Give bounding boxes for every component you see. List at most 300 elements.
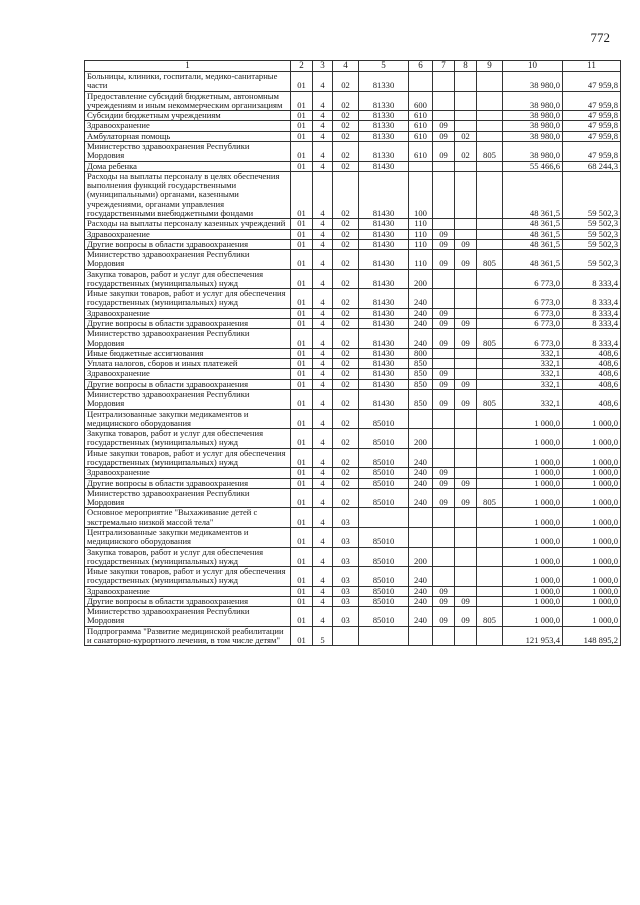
row-value-cell: 8 333,4 — [563, 308, 621, 318]
row-value-cell: 38 980,0 — [503, 72, 563, 92]
row-value-cell: 240 — [409, 448, 433, 468]
row-value-cell: 1 000,0 — [563, 429, 621, 449]
row-value-cell: 240 — [409, 308, 433, 318]
row-value-cell: 850 — [409, 359, 433, 369]
header-cell: 1 — [85, 61, 291, 72]
row-value-cell: 02 — [333, 369, 359, 379]
row-value-cell — [433, 269, 455, 289]
row-value-cell: 02 — [455, 141, 477, 161]
row-value-cell — [433, 429, 455, 449]
row-value-cell: 332,1 — [503, 348, 563, 358]
row-name-cell: Субсидии бюджетным учреждениям — [85, 111, 291, 121]
row-value-cell — [455, 586, 477, 596]
row-value-cell: 02 — [333, 91, 359, 111]
row-value-cell: 09 — [455, 478, 477, 488]
row-value-cell: 4 — [313, 508, 333, 528]
row-value-cell: 81430 — [359, 289, 409, 309]
row-value-cell: 81330 — [359, 72, 409, 92]
row-value-cell: 01 — [291, 219, 313, 229]
row-value-cell: 01 — [291, 607, 313, 627]
row-value-cell: 85010 — [359, 478, 409, 488]
row-value-cell: 38 980,0 — [503, 131, 563, 141]
row-value-cell: 09 — [433, 369, 455, 379]
row-value-cell: 01 — [291, 329, 313, 349]
row-value-cell — [455, 369, 477, 379]
row-value-cell: 4 — [313, 448, 333, 468]
row-value-cell: 01 — [291, 289, 313, 309]
row-value-cell: 1 000,0 — [563, 409, 621, 429]
row-value-cell: 01 — [291, 229, 313, 239]
row-value-cell: 01 — [291, 596, 313, 606]
row-value-cell: 805 — [477, 390, 503, 410]
row-value-cell: 09 — [433, 379, 455, 389]
row-value-cell: 48 361,5 — [503, 219, 563, 229]
table-row — [85, 121, 621, 131]
row-name-cell: Министерство здравоохранения Республики Мордовия — [85, 141, 291, 161]
row-value-cell: 1 000,0 — [503, 448, 563, 468]
row-value-cell: 408,6 — [563, 379, 621, 389]
row-value-cell: 01 — [291, 239, 313, 249]
row-value-cell: 09 — [433, 390, 455, 410]
row-value-cell — [433, 289, 455, 309]
table-row — [85, 161, 621, 171]
row-value-cell: 1 000,0 — [563, 596, 621, 606]
row-value-cell: 85010 — [359, 468, 409, 478]
row-value-cell: 01 — [291, 308, 313, 318]
row-value-cell: 332,1 — [503, 390, 563, 410]
row-value-cell — [477, 171, 503, 218]
row-value-cell: 240 — [409, 289, 433, 309]
header-cell: 5 — [359, 61, 409, 72]
row-value-cell — [433, 527, 455, 547]
row-value-cell — [333, 626, 359, 646]
row-value-cell: 4 — [313, 586, 333, 596]
row-value-cell: 01 — [291, 527, 313, 547]
row-value-cell: 4 — [313, 348, 333, 358]
row-value-cell: 81430 — [359, 379, 409, 389]
row-value-cell: 02 — [333, 289, 359, 309]
row-value-cell: 01 — [291, 91, 313, 111]
row-value-cell: 1 000,0 — [503, 409, 563, 429]
table-row — [85, 448, 621, 468]
row-value-cell — [409, 626, 433, 646]
row-value-cell: 09 — [433, 121, 455, 131]
row-name-cell: Предоставление субсидий бюджетным, автономным учреждениям и иным некоммерческим организациям — [85, 91, 291, 111]
row-value-cell: 4 — [313, 289, 333, 309]
row-value-cell — [455, 508, 477, 528]
row-value-cell: 240 — [409, 468, 433, 478]
table-row — [85, 527, 621, 547]
row-value-cell: 59 502,3 — [563, 171, 621, 218]
row-value-cell — [477, 527, 503, 547]
row-value-cell: 8 333,4 — [563, 269, 621, 289]
row-value-cell: 81430 — [359, 348, 409, 358]
row-name-cell: Расходы на выплаты персоналу казенных учреждений — [85, 219, 291, 229]
row-value-cell — [477, 121, 503, 131]
row-value-cell: 03 — [333, 607, 359, 627]
row-value-cell: 02 — [455, 131, 477, 141]
row-value-cell: 85010 — [359, 586, 409, 596]
row-value-cell: 09 — [433, 131, 455, 141]
row-value-cell: 4 — [313, 547, 333, 567]
row-value-cell: 09 — [433, 478, 455, 488]
row-value-cell: 01 — [291, 478, 313, 488]
row-value-cell: 59 502,3 — [563, 219, 621, 229]
table-row — [85, 488, 621, 508]
row-value-cell: 610 — [409, 141, 433, 161]
row-value-cell: 02 — [333, 329, 359, 349]
row-value-cell: 4 — [313, 390, 333, 410]
row-value-cell: 8 333,4 — [563, 289, 621, 309]
row-value-cell — [477, 508, 503, 528]
row-name-cell: Амбулаторная помощь — [85, 131, 291, 141]
row-value-cell: 4 — [313, 369, 333, 379]
table-body — [85, 72, 621, 646]
row-value-cell: 85010 — [359, 488, 409, 508]
row-value-cell: 81330 — [359, 111, 409, 121]
row-value-cell: 805 — [477, 250, 503, 270]
row-value-cell: 01 — [291, 171, 313, 218]
row-value-cell: 81430 — [359, 308, 409, 318]
row-value-cell: 408,6 — [563, 369, 621, 379]
row-value-cell: 110 — [409, 219, 433, 229]
row-value-cell: 1 000,0 — [503, 607, 563, 627]
row-value-cell — [477, 547, 503, 567]
row-value-cell — [455, 91, 477, 111]
row-name-cell: Министерство здравоохранения Республики Мордовия — [85, 607, 291, 627]
row-name-cell: Закупка товаров, работ и услуг для обеспечения государственных (муниципальных) нужд — [85, 547, 291, 567]
row-value-cell: 03 — [333, 508, 359, 528]
row-value-cell: 4 — [313, 72, 333, 92]
row-value-cell: 38 980,0 — [503, 121, 563, 131]
table-row — [85, 607, 621, 627]
row-value-cell: 03 — [333, 527, 359, 547]
row-value-cell: 85010 — [359, 596, 409, 606]
row-value-cell — [433, 567, 455, 587]
table-row — [85, 141, 621, 161]
row-value-cell: 02 — [333, 250, 359, 270]
row-value-cell: 100 — [409, 171, 433, 218]
row-value-cell — [477, 596, 503, 606]
row-name-cell: Министерство здравоохранения Республики Мордовия — [85, 329, 291, 349]
row-value-cell: 01 — [291, 131, 313, 141]
table-row — [85, 429, 621, 449]
row-value-cell: 09 — [455, 488, 477, 508]
row-name-cell: Другие вопросы в области здравоохранения — [85, 239, 291, 249]
row-name-cell: Министерство здравоохранения Республики Мордовия — [85, 390, 291, 410]
row-value-cell: 81430 — [359, 390, 409, 410]
row-name-cell: Закупка товаров, работ и услуг для обеспечения государственных (муниципальных) нужд — [85, 269, 291, 289]
row-value-cell — [409, 161, 433, 171]
row-value-cell — [455, 527, 477, 547]
row-value-cell: 240 — [409, 319, 433, 329]
row-value-cell: 81330 — [359, 121, 409, 131]
row-name-cell: Больницы, клиники, госпитали, медико-санитарные части — [85, 72, 291, 92]
row-value-cell: 01 — [291, 468, 313, 478]
row-value-cell: 81430 — [359, 161, 409, 171]
row-value-cell: 01 — [291, 508, 313, 528]
row-value-cell: 85010 — [359, 607, 409, 627]
row-value-cell — [455, 448, 477, 468]
row-value-cell: 01 — [291, 319, 313, 329]
row-value-cell: 4 — [313, 379, 333, 389]
row-value-cell — [455, 111, 477, 121]
row-value-cell: 81330 — [359, 131, 409, 141]
table-row — [85, 269, 621, 289]
row-value-cell: 200 — [409, 547, 433, 567]
row-value-cell: 81430 — [359, 171, 409, 218]
row-value-cell: 03 — [333, 567, 359, 587]
row-value-cell: 332,1 — [503, 379, 563, 389]
row-value-cell: 01 — [291, 547, 313, 567]
table-row — [85, 369, 621, 379]
row-value-cell: 01 — [291, 369, 313, 379]
row-value-cell: 01 — [291, 586, 313, 596]
table-row — [85, 596, 621, 606]
row-value-cell: 09 — [455, 329, 477, 349]
row-value-cell — [477, 111, 503, 121]
row-name-cell: Основное мероприятие "Выхаживание детей с экстремально низкой массой тела" — [85, 508, 291, 528]
row-value-cell: 81430 — [359, 329, 409, 349]
row-value-cell: 01 — [291, 379, 313, 389]
row-value-cell: 02 — [333, 468, 359, 478]
row-value-cell: 02 — [333, 72, 359, 92]
row-value-cell: 01 — [291, 141, 313, 161]
row-value-cell — [455, 171, 477, 218]
row-name-cell: Здравоохранение — [85, 468, 291, 478]
row-value-cell — [433, 161, 455, 171]
row-value-cell: 09 — [433, 607, 455, 627]
row-value-cell: 332,1 — [503, 359, 563, 369]
table-row — [85, 219, 621, 229]
row-value-cell — [433, 219, 455, 229]
row-value-cell: 09 — [455, 379, 477, 389]
row-value-cell — [477, 131, 503, 141]
row-value-cell: 02 — [333, 348, 359, 358]
row-value-cell: 85010 — [359, 409, 409, 429]
row-value-cell: 6 773,0 — [503, 319, 563, 329]
row-value-cell: 09 — [455, 607, 477, 627]
row-value-cell: 47 959,8 — [563, 111, 621, 121]
header-cell: 4 — [333, 61, 359, 72]
row-value-cell: 02 — [333, 111, 359, 121]
row-value-cell: 240 — [409, 488, 433, 508]
row-value-cell — [455, 567, 477, 587]
row-value-cell: 4 — [313, 141, 333, 161]
row-value-cell — [477, 229, 503, 239]
table-row — [85, 348, 621, 358]
row-value-cell: 1 000,0 — [563, 607, 621, 627]
row-value-cell: 09 — [455, 319, 477, 329]
row-value-cell: 09 — [433, 250, 455, 270]
row-value-cell — [477, 448, 503, 468]
row-value-cell — [455, 161, 477, 171]
row-value-cell: 4 — [313, 567, 333, 587]
row-value-cell: 47 959,8 — [563, 72, 621, 92]
row-value-cell: 1 000,0 — [563, 478, 621, 488]
row-value-cell: 1 000,0 — [503, 547, 563, 567]
row-name-cell: Иные бюджетные ассигнования — [85, 348, 291, 358]
row-value-cell — [477, 586, 503, 596]
row-value-cell: 8 333,4 — [563, 329, 621, 349]
row-value-cell: 240 — [409, 567, 433, 587]
table-row — [85, 229, 621, 239]
table-row — [85, 379, 621, 389]
row-value-cell: 4 — [313, 308, 333, 318]
row-value-cell: 02 — [333, 488, 359, 508]
table-row — [85, 91, 621, 111]
row-name-cell: Здравоохранение — [85, 369, 291, 379]
row-value-cell — [455, 348, 477, 358]
row-value-cell: 805 — [477, 607, 503, 627]
table-row — [85, 131, 621, 141]
row-value-cell: 4 — [313, 488, 333, 508]
row-value-cell: 4 — [313, 161, 333, 171]
row-value-cell: 03 — [333, 586, 359, 596]
row-value-cell — [455, 269, 477, 289]
header-cell: 9 — [477, 61, 503, 72]
row-value-cell: 09 — [455, 390, 477, 410]
row-value-cell: 1 000,0 — [503, 596, 563, 606]
row-value-cell — [455, 229, 477, 239]
row-value-cell: 81430 — [359, 269, 409, 289]
row-value-cell: 200 — [409, 269, 433, 289]
row-value-cell — [477, 91, 503, 111]
row-value-cell: 02 — [333, 229, 359, 239]
row-value-cell — [477, 269, 503, 289]
table-row — [85, 359, 621, 369]
row-value-cell — [455, 289, 477, 309]
row-value-cell — [455, 72, 477, 92]
row-value-cell — [455, 121, 477, 131]
table-row — [85, 308, 621, 318]
row-value-cell: 02 — [333, 429, 359, 449]
row-value-cell: 03 — [333, 596, 359, 606]
row-value-cell: 09 — [433, 141, 455, 161]
row-value-cell: 01 — [291, 488, 313, 508]
row-value-cell — [477, 409, 503, 429]
row-value-cell: 6 773,0 — [503, 289, 563, 309]
row-value-cell: 09 — [455, 250, 477, 270]
row-name-cell: Централизованные закупки медикаментов и медицинского оборудования — [85, 409, 291, 429]
row-value-cell — [477, 72, 503, 92]
row-value-cell: 59 502,3 — [563, 229, 621, 239]
row-name-cell: Иные закупки товаров, работ и услуг для обеспечения государственных (муниципальных) нужд — [85, 289, 291, 309]
row-value-cell: 01 — [291, 626, 313, 646]
row-value-cell — [433, 359, 455, 369]
row-value-cell: 01 — [291, 72, 313, 92]
row-value-cell: 121 953,4 — [503, 626, 563, 646]
row-value-cell: 01 — [291, 269, 313, 289]
row-value-cell — [359, 626, 409, 646]
row-value-cell: 09 — [455, 239, 477, 249]
row-name-cell: Расходы на выплаты персоналу в целях обеспечения выполнения функций государственными (муниципальными) органами, казенными учреждениями, органами управления государственными внебюджетными фондами — [85, 171, 291, 218]
row-value-cell — [455, 626, 477, 646]
row-value-cell: 4 — [313, 229, 333, 239]
header-cell: 10 — [503, 61, 563, 72]
row-name-cell: Здравоохранение — [85, 586, 291, 596]
row-value-cell: 6 773,0 — [503, 269, 563, 289]
row-value-cell: 81330 — [359, 91, 409, 111]
row-name-cell: Дома ребенка — [85, 161, 291, 171]
row-value-cell: 09 — [455, 596, 477, 606]
row-value-cell — [433, 508, 455, 528]
row-value-cell: 48 361,5 — [503, 239, 563, 249]
row-value-cell: 4 — [313, 171, 333, 218]
row-value-cell: 02 — [333, 269, 359, 289]
row-value-cell: 09 — [433, 239, 455, 249]
row-value-cell: 02 — [333, 141, 359, 161]
row-value-cell: 02 — [333, 308, 359, 318]
row-value-cell: 09 — [433, 319, 455, 329]
row-value-cell: 240 — [409, 329, 433, 349]
row-value-cell — [409, 508, 433, 528]
table-row — [85, 478, 621, 488]
row-name-cell: Централизованные закупки медикаментов и медицинского оборудования — [85, 527, 291, 547]
row-value-cell: 81430 — [359, 369, 409, 379]
row-value-cell — [433, 547, 455, 567]
row-value-cell: 03 — [333, 547, 359, 567]
row-value-cell — [477, 478, 503, 488]
row-value-cell: 02 — [333, 219, 359, 229]
table-row — [85, 409, 621, 429]
row-value-cell — [477, 161, 503, 171]
row-value-cell: 850 — [409, 390, 433, 410]
row-value-cell: 4 — [313, 607, 333, 627]
row-value-cell: 805 — [477, 329, 503, 349]
row-value-cell: 4 — [313, 239, 333, 249]
row-value-cell: 48 361,5 — [503, 171, 563, 218]
row-value-cell: 02 — [333, 171, 359, 218]
row-value-cell: 240 — [409, 478, 433, 488]
row-value-cell: 02 — [333, 390, 359, 410]
table-row — [85, 171, 621, 218]
row-value-cell: 408,6 — [563, 390, 621, 410]
row-value-cell: 110 — [409, 239, 433, 249]
row-value-cell — [477, 626, 503, 646]
row-value-cell: 610 — [409, 131, 433, 141]
table-header-row — [85, 61, 621, 72]
row-value-cell: 4 — [313, 319, 333, 329]
row-value-cell — [477, 468, 503, 478]
row-value-cell: 01 — [291, 409, 313, 429]
row-value-cell: 01 — [291, 429, 313, 449]
row-value-cell — [433, 626, 455, 646]
row-value-cell — [455, 359, 477, 369]
row-value-cell: 48 361,5 — [503, 229, 563, 239]
table-row — [85, 111, 621, 121]
row-value-cell: 1 000,0 — [563, 586, 621, 596]
row-value-cell: 01 — [291, 161, 313, 171]
row-value-cell: 4 — [313, 409, 333, 429]
row-value-cell: 4 — [313, 121, 333, 131]
row-value-cell: 81430 — [359, 229, 409, 239]
row-value-cell: 1 000,0 — [503, 508, 563, 528]
table-row — [85, 567, 621, 587]
row-value-cell: 81430 — [359, 319, 409, 329]
row-name-cell: Здравоохранение — [85, 121, 291, 131]
row-name-cell: Закупка товаров, работ и услуг для обеспечения государственных (муниципальных) нужд — [85, 429, 291, 449]
row-value-cell: 1 000,0 — [503, 478, 563, 488]
row-value-cell: 4 — [313, 478, 333, 488]
row-value-cell: 4 — [313, 329, 333, 349]
row-value-cell: 59 502,3 — [563, 239, 621, 249]
table-row — [85, 250, 621, 270]
row-value-cell: 09 — [433, 596, 455, 606]
row-value-cell — [433, 72, 455, 92]
row-value-cell: 4 — [313, 269, 333, 289]
row-name-cell: Министерство здравоохранения Республики Мордовия — [85, 250, 291, 270]
